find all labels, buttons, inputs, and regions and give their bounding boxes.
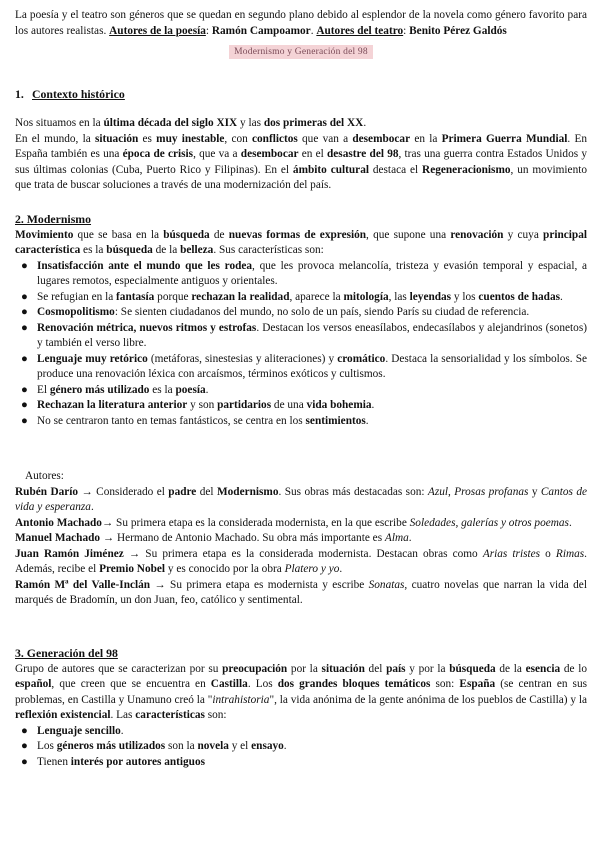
text-segment: .	[408, 532, 412, 544]
text-segment: porque	[154, 290, 192, 303]
list-item: ● Tienen interés por autores antiguos	[21, 755, 206, 768]
text-segment: desembocar	[240, 148, 299, 160]
text-segment: Tienen	[37, 755, 71, 768]
text-segment: desastre del 98	[327, 148, 399, 160]
text-segment: , aparece la	[289, 290, 344, 303]
text-segment: Manuel Machado	[15, 532, 101, 544]
text-segment: intrahistoria	[212, 693, 270, 706]
text-segment: : Se sienten ciudadanos del mundo, no solo de un país, siendo París su ciudad de referencia.	[114, 306, 530, 318]
text-segment: . Las	[110, 709, 136, 721]
text-segment: renovación	[450, 228, 504, 241]
text-segment: rechazan la realidad	[191, 290, 290, 303]
text-segment: Sonatas	[368, 578, 405, 591]
text-segment: Nos situamos en la	[15, 117, 104, 129]
list-item: ● Lenguaje sencillo.	[21, 724, 124, 737]
section-title-generation-98: 3. Generación del 98	[15, 646, 118, 660]
text-segment: situación	[321, 662, 365, 675]
text-segment: ámbito cultural	[292, 163, 369, 176]
text-segment: del	[196, 485, 217, 498]
text-segment: interés por autores antiguos	[70, 755, 206, 768]
theatre-author: Benito Pérez Galdós	[409, 24, 507, 37]
text-segment: , cuatro novelas que narran la vida del marqués de Bradomín, un don Juan, feo, católico y sentimental.	[15, 578, 587, 606]
text-segment: Alma	[384, 532, 409, 544]
text-segment: son la	[165, 740, 198, 752]
text-segment: en la	[410, 132, 442, 145]
text-segment: Los	[37, 740, 57, 752]
text-segment: ensayo	[251, 740, 284, 752]
text-segment: de la	[495, 662, 526, 675]
intro-paragraph: La poesía y el teatro son géneros que se quedan en segundo plano debido al esplendor de la novela como género favorito para los autores realistas. Autores de la poesía: Ramón Campoamor. Autores del teatro: Benito Pérez Galdós Modernismo y Generación del 98	[15, 9, 587, 57]
author-entry	[15, 531, 587, 547]
text-segment: .	[120, 724, 124, 737]
text-segment: fantasía	[116, 290, 155, 303]
text-segment: , las	[388, 290, 410, 303]
text-segment: En el mundo, la	[15, 132, 95, 145]
context-paragraph-2	[15, 132, 587, 194]
text-segment: .	[568, 516, 572, 529]
text-segment: partidarios	[217, 399, 272, 411]
list-item: ● Lenguaje muy retórico (metáforas, sinestesias y aliteraciones) y cromático. Destaca la sensorialidad y los símbolos. Se produce una renovación léxica con arcaísmos, términos exóticos y cultismos.	[21, 352, 588, 380]
text-segment: , un movimiento que trata de buscar soluciones a través de una modernización del país.	[15, 163, 587, 191]
text-segment: El	[37, 383, 50, 396]
topic-banner: Modernismo y Generación del 98	[229, 45, 373, 59]
text-segment: . Además, recibe el	[15, 547, 587, 575]
modernism-intro	[15, 228, 587, 259]
text-segment: padre	[168, 485, 197, 498]
text-segment: España	[459, 678, 496, 690]
text-segment: Movimiento	[15, 228, 74, 241]
text-segment: .	[371, 399, 375, 411]
text-segment: Considerado el	[92, 485, 169, 498]
text-segment: por la	[287, 662, 322, 675]
section-modernism	[15, 212, 587, 429]
text-segment: búsqueda	[449, 662, 496, 675]
text-segment: leyendas	[409, 290, 452, 303]
text-segment: Lenguaje sencillo	[37, 724, 121, 737]
generation-98-intro	[15, 662, 587, 724]
text-segment: situación	[94, 132, 139, 145]
list-item: ● Rechazan la literatura anterior y son partidarios de una vida bohemia.	[21, 399, 375, 411]
text-segment: es	[138, 132, 157, 145]
text-segment: características	[135, 709, 205, 721]
text-segment: y por la	[405, 662, 450, 675]
text-segment: búsqueda	[106, 244, 153, 256]
text-segment: poesía	[175, 383, 206, 396]
theatre-authors-label: Autores del teatro	[316, 24, 404, 37]
list-item: ● Cosmopolitismo: Se sienten ciudadanos del mundo, no solo de un país, siendo París su ciudad de referencia.	[21, 306, 530, 318]
text-segment: esencia	[525, 662, 561, 675]
text-segment: Grupo de autores que se caracterizan por su	[15, 662, 223, 675]
list-item: ● Los géneros más utilizados son la novela y el ensayo.	[21, 740, 287, 752]
section-title-modernism: 2. Modernismo	[15, 212, 92, 226]
text-segment: conflictos	[252, 132, 298, 145]
text-segment: , que creen que se encuentra en	[51, 678, 211, 690]
list-item: ● El género más utilizado es la poesía.	[21, 383, 209, 396]
text-segment: Rimas	[555, 547, 585, 560]
text-segment: .	[283, 740, 287, 752]
author-entry	[15, 547, 587, 578]
text-segment: en el	[298, 148, 327, 160]
section-context-body	[15, 116, 587, 194]
text-segment: Azul	[427, 485, 449, 498]
text-segment: .	[560, 290, 563, 303]
text-segment: Insatisfacción ante el mundo que les rodea	[37, 259, 253, 272]
text-segment: país	[386, 662, 406, 675]
text-segment: última década del siglo XIX	[103, 117, 238, 129]
text-segment: nuevas formas de expresión	[228, 228, 367, 241]
text-segment: novela	[197, 740, 229, 752]
text-segment: muy inestable	[156, 132, 225, 145]
context-paragraph-1	[15, 116, 587, 132]
section-title-context: 1. Contexto histórico	[15, 87, 125, 101]
text-segment: español	[15, 678, 52, 690]
text-segment: Cantos de vida y esperanza	[15, 485, 587, 513]
text-segment: → Su primera etapa es la considerada modernista, en la que escribe	[101, 516, 410, 529]
text-segment: , que les provoca melancolía, tristeza y evasión temporal y espacial, a lugares remotos, especialmente antiguos y orientales.	[37, 259, 587, 287]
list-item: ● Insatisfacción ante el mundo que les rodea, que les provoca melancolía, tristeza y evasión temporal y espacial, a lugares remotos, especialmente antiguos y orientales.	[21, 259, 587, 287]
text-segment: y cuya	[503, 228, 544, 241]
text-segment: del	[364, 662, 387, 675]
text-segment: dos primeras del XX	[263, 117, 364, 129]
modernism-authors	[15, 469, 587, 609]
list-item: ● Se refugian en la fantasía porque rechazan la realidad, aparece la mitología, las leyendas y los cuentos de hadas.	[21, 290, 563, 303]
text-segment: belleza	[180, 244, 214, 256]
text-segment: Se refugian en la	[37, 290, 117, 303]
generation-98-characteristics	[15, 724, 587, 771]
poetry-authors-label: Autores de la poesía	[109, 24, 206, 37]
text-segment: géneros más utilizados	[56, 740, 166, 752]
text-segment: , que supone una	[366, 228, 451, 241]
text-segment: . Sus obras más destacadas son:	[278, 485, 428, 498]
list-item: ● No se centraron tanto en temas fantásticos, se centra en los sentimientos.	[21, 414, 369, 427]
text-segment: Antonio Machado	[15, 516, 102, 529]
text-segment: . Sus características son:	[213, 244, 324, 256]
text-segment: o	[540, 547, 556, 560]
text-segment: Renovación métrica, nuevos ritmos y estrofas	[37, 321, 257, 334]
text-segment: y los	[451, 290, 479, 303]
text-segment: .	[339, 563, 343, 575]
text-segment: . Destacan los versos eneasílabos, endecasílabos y alejandrinos (sonetos) y también el verso libre.	[37, 321, 587, 349]
text-segment: literatura anterior	[98, 399, 188, 411]
text-segment: son:	[430, 678, 460, 690]
text-segment: de	[209, 228, 229, 241]
modernism-characteristics	[15, 259, 587, 430]
text-segment: Cosmopolitismo	[37, 306, 115, 318]
text-segment: dos grandes bloques temáticos	[277, 678, 431, 690]
text-segment: género más utilizado	[49, 383, 150, 396]
text-segment: que van a	[297, 132, 353, 145]
text-segment: búsqueda	[163, 228, 210, 241]
author-entry	[15, 578, 587, 609]
text-segment: . Destaca la sensorialidad y los símbolos. Se produce una renovación léxica con arcaísmos, términos exóticos y cultismos.	[37, 352, 588, 380]
text-segment: Rechazan la	[37, 399, 99, 411]
text-segment: de lo	[560, 662, 587, 675]
section-context	[15, 87, 587, 103]
text-segment: Rubén Darío →	[15, 485, 93, 498]
text-segment: .	[365, 414, 369, 427]
text-segment: y el	[228, 740, 252, 752]
text-segment: vida bohemia	[306, 399, 372, 411]
text-segment: y son	[187, 399, 218, 411]
text-segment: , que va a	[193, 148, 241, 160]
text-segment: Regeneracionismo	[422, 163, 511, 176]
text-segment: .	[90, 501, 94, 513]
text-segment: No se centraron tanto en temas fantásticos, se centra en los	[37, 414, 306, 427]
text-segment: cromático	[337, 352, 386, 365]
text-segment: reflexión existencial	[15, 709, 111, 721]
text-segment: Primera Guerra Mundial	[441, 132, 568, 145]
text-segment: de la	[152, 244, 181, 256]
text-segment: . Los	[247, 678, 278, 690]
text-segment: . En España también es una	[15, 132, 587, 160]
text-segment: Lenguaje muy retórico	[37, 352, 148, 365]
text-segment: Prosas profanas	[454, 485, 529, 498]
text-segment: desembocar	[352, 132, 411, 145]
text-segment: Arias tristes	[482, 547, 541, 560]
text-segment: (se centran en sus problemas, en Castilla y Unamuno creó la "	[15, 678, 587, 706]
text-segment: y es conocido por la obra	[165, 563, 285, 575]
text-segment: Modernismo	[216, 485, 279, 498]
text-segment: , con	[224, 132, 252, 145]
text-segment: Juan Ramón Jiménez	[15, 547, 124, 560]
author-entry	[15, 485, 587, 516]
text-segment: → Su primera etapa es la considerada modernista. Destacan obras como	[123, 547, 483, 560]
author-entry	[15, 516, 587, 532]
text-segment: son:	[204, 709, 227, 721]
text-segment: ,	[448, 485, 455, 498]
list-item: ● Renovación métrica, nuevos ritmos y estrofas. Destacan los versos eneasílabos, endecasílabos y alejandrinos (sonetos) y también el verso libre.	[21, 321, 587, 349]
text-segment: , tras una guerra contra Estados Unidos y sus últimas colonias (Cuba, Puerto Rico y Filipinas). En el	[15, 148, 587, 176]
text-segment: Castilla	[210, 678, 248, 690]
text-segment: cuentos de hadas	[478, 290, 561, 303]
text-segment: Premio Nobel	[99, 563, 166, 575]
text-segment: .	[363, 117, 367, 129]
text-segment: es la	[80, 244, 107, 256]
text-segment: sentimientos	[305, 414, 366, 427]
intro-text: La poesía y el teatro son géneros que se quedan en segundo plano debido al esplendor de la novela como género favorito para los autores realistas.	[15, 9, 587, 37]
text-segment: época de crisis	[122, 148, 194, 160]
text-segment: es la	[149, 383, 176, 396]
poetry-author: Ramón Campoamor	[211, 24, 311, 37]
text-segment: principal característica	[15, 228, 587, 256]
text-segment: (metáforas, sinestesias y aliteraciones) y	[147, 352, 338, 365]
text-segment: y las	[237, 117, 264, 129]
authors-label: Autores:	[25, 470, 64, 482]
text-segment: preocupación	[222, 662, 288, 675]
text-segment: .	[205, 383, 209, 396]
text-segment: Ramón Mª del Valle-Inclán	[15, 578, 151, 591]
section-generation-98	[15, 646, 587, 770]
text-segment: que se basa en la	[73, 228, 164, 241]
text-segment: y	[528, 485, 541, 498]
text-segment: → Su primera etapa es modernista y escribe	[150, 578, 369, 591]
text-segment: Soledades, galerías y otros poemas	[409, 516, 569, 529]
text-segment: Platero y yo	[284, 563, 340, 575]
text-segment: → Hermano de Antonio Machado. Su obra más importante es	[100, 532, 385, 544]
text-segment: destaca el	[368, 163, 423, 176]
text-segment: ", la vida anónima de la gente anónima de los pueblos de Castilla) y la	[269, 693, 588, 706]
text-segment: mitología	[343, 290, 389, 303]
text-segment: de una	[271, 399, 307, 411]
